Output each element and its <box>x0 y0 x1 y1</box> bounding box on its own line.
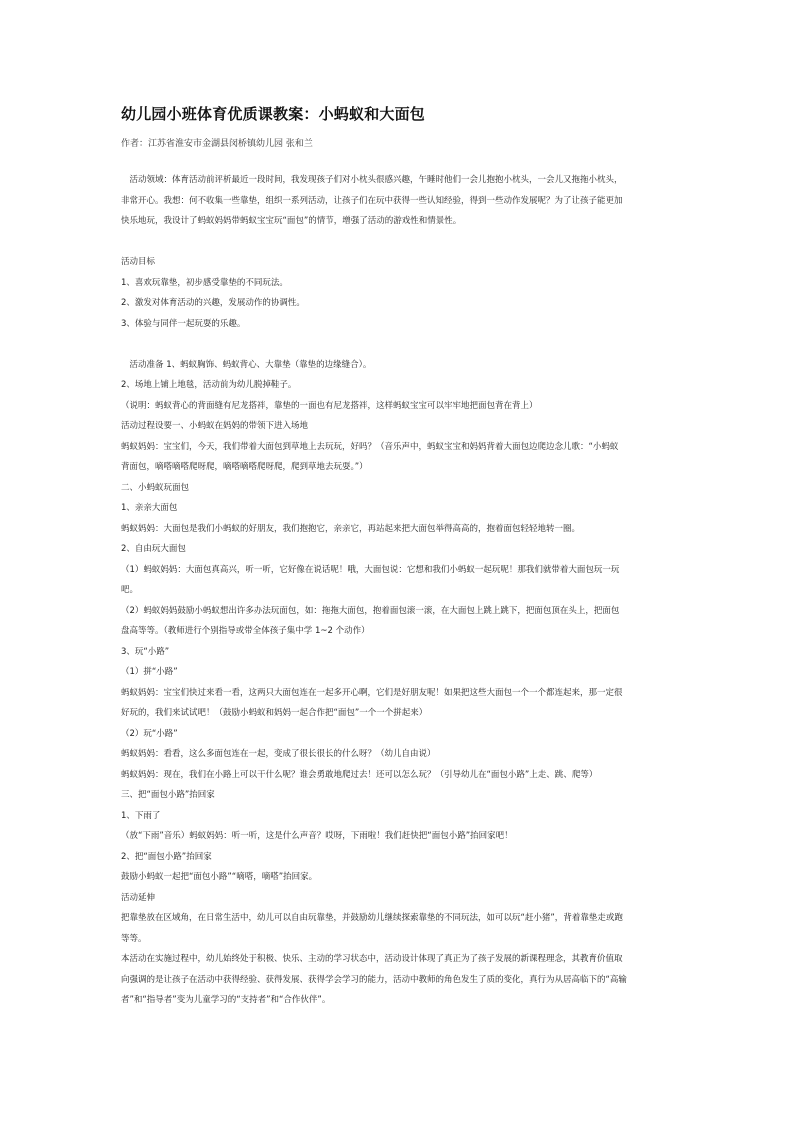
paragraph-line: （2）蚂蚁妈妈鼓励小蚂蚁想出许多办法玩面包，如：拖拖大面包，抱着面包滚一滚，在大面包上跳上跳下，把面包顶在头上，把面包 <box>121 605 620 616</box>
paragraph-line: 蚂蚁妈妈：大面包是我们小蚂蚁的好朋友，我们抱抱它，亲亲它，再站起来把大面包举得高高的，抱着面包轻轻地转一圈。 <box>121 523 581 534</box>
paragraph-line: 蚂蚁妈妈：宝宝们快过来看一看，这两只大面包连在一起多开心啊，它们是好朋友呢！如果把这些大面包一个一个都连起来，那一定很 <box>121 687 623 698</box>
paragraph-gap <box>121 334 681 355</box>
document-title: 幼儿园小班体育优质课教案：小蚂蚁和大面包 <box>121 105 426 123</box>
paragraph-line: 本活动在实施过程中，幼儿始终处于积极、快乐、主动的学习状态中，活动设计体现了真正为了孩子发展的新课程理念，其教育价值取 <box>121 954 623 964</box>
paragraph-line: （1）蚂蚁妈妈：大面包真高兴，听一听，它好像在说话呢！哦，大面包说：它想和我们小蚂蚁一起玩呢！那我们就带着大面包玩一玩 <box>121 564 620 575</box>
list-item: 2、把“面包小路”抬回家 <box>121 851 212 862</box>
paragraph-line: 好玩的，我们来试试吧！（鼓励小蚂蚁和妈妈一起合作把“面包”一个一个拼起来） <box>121 708 428 718</box>
document-author: 作者：江苏省淮安市金湖县闵桥镇幼儿园 张和兰 <box>121 139 313 149</box>
paragraph-line: 鼓励小蚂蚁一起把“面包小路”“嘀嗒，嘀嗒”抬回家。 <box>121 872 318 882</box>
paragraph-line: 蚂蚁妈妈：看看，这么多面包连在一起，变成了很长很长的什么呀？（幼儿自由说） <box>121 749 436 759</box>
paragraph-line: 吧。 <box>121 585 139 595</box>
section-heading: 二、小蚂蚁玩面包 <box>121 482 190 493</box>
list-item: 1、亲亲大面包 <box>121 503 178 513</box>
document-body <box>121 170 681 1011</box>
list-item: 2、场地上铺上地毯，活动前为幼儿脱掉鞋子。 <box>121 380 297 390</box>
list-item: （1）拼“小路” <box>121 667 178 677</box>
list-item: 2、激发对体育活动的兴趣，发展动作的协调性。 <box>121 298 305 308</box>
paragraph-line: 盘高等等。（教师进行个别指导或带全体孩子集中学 1~2 个动作） <box>121 626 370 636</box>
section-heading: 活动延伸 <box>121 892 156 903</box>
paragraph-line: 等等。 <box>121 933 147 944</box>
paragraph-line: 蚂蚁妈妈：宝宝们，今天，我们带着大面包到草地上去玩玩，好吗？（音乐声中，蚂蚁宝宝和妈妈背着大面包边爬边念儿歌：“小蚂蚁 <box>121 441 619 452</box>
paragraph-line: 活动领域：体育活动前评析最近一段时间，我发现孩子们对小枕头很感兴趣，午睡时他们一会儿抱抱小枕头，一会儿又拖拖小枕头， <box>121 175 623 185</box>
list-item: 3、玩“小路” <box>121 646 170 657</box>
paragraph-line: （说明：蚂蚁背心的背面缝有尼龙搭袢，靠垫的一面也有尼龙搭袢，这样蚂蚁宝宝可以牢牢地把面包背在背上） <box>121 400 538 411</box>
paragraph-line: （放“下雨”音乐）蚂蚁妈妈：听一听，这是什么声音？哎呀，下雨啦！我们赶快把“面包小路”抬回家吧！ <box>121 831 513 841</box>
list-item: 1、喜欢玩靠垫，初步感受靠垫的不同玩法。 <box>121 277 288 288</box>
paragraph-line: 非常开心。我想：何不收集一些靠垫，组织一系列活动，让孩子们在玩中获得一些认知经验，得到一些动作发展呢？为了让孩子能更加 <box>121 195 623 206</box>
paragraph-gap <box>121 232 681 253</box>
list-item: 3、体验与同伴一起玩耍的乐趣。 <box>121 318 246 329</box>
paragraph-line: 活动准备 1、蚂蚁胸饰、蚂蚁背心、大靠垫（靠垫的边缘缝合）。 <box>121 359 372 370</box>
paragraph-line: 活动过程设要一、小蚂蚁在妈妈的带领下进入场地 <box>121 421 309 431</box>
paragraph-line: 背面包，嘀嗒嘀嗒爬呀爬，嘀嗒嘀嗒爬呀爬，爬到草地去玩耍。”） <box>121 462 368 472</box>
paragraph-line: 快乐地玩，我设计了蚂蚁妈妈带蚂蚁宝宝玩“面包”的情节，增强了活动的游戏性和情景性。 <box>121 216 462 226</box>
paragraph-line: 蚂蚁妈妈：现在，我们在小路上可以干什么呢？谁会勇敢地爬过去！还可以怎么玩？（引导幼儿在“面包小路”上走、跳、爬等） <box>121 769 598 780</box>
section-heading: 三、把“面包小路”抬回家 <box>121 790 215 800</box>
paragraph-line: 向强调的是让孩子在活动中获得经验、获得发展、获得学会学习的能力，活动中教师的角色发生了质的变化，真行为从居高临下的“高输 <box>121 974 627 985</box>
list-item: 1、下雨了 <box>121 810 161 821</box>
list-item: 2、自由玩大面包 <box>121 544 186 554</box>
paragraph-line: 把靠垫放在区域角，在日常生活中，幼儿可以自由玩靠垫，并鼓励幼儿继续探索靠垫的不同玩法，如可以玩“赶小猪”，背着靠垫走或跑 <box>121 913 623 923</box>
list-item: （2）玩“小路” <box>121 728 178 739</box>
section-heading: 活动目标 <box>121 257 156 267</box>
paragraph-line: 者”和“指导者”变为儿童学习的“支持者”和“合作伙伴”。 <box>121 995 331 1005</box>
